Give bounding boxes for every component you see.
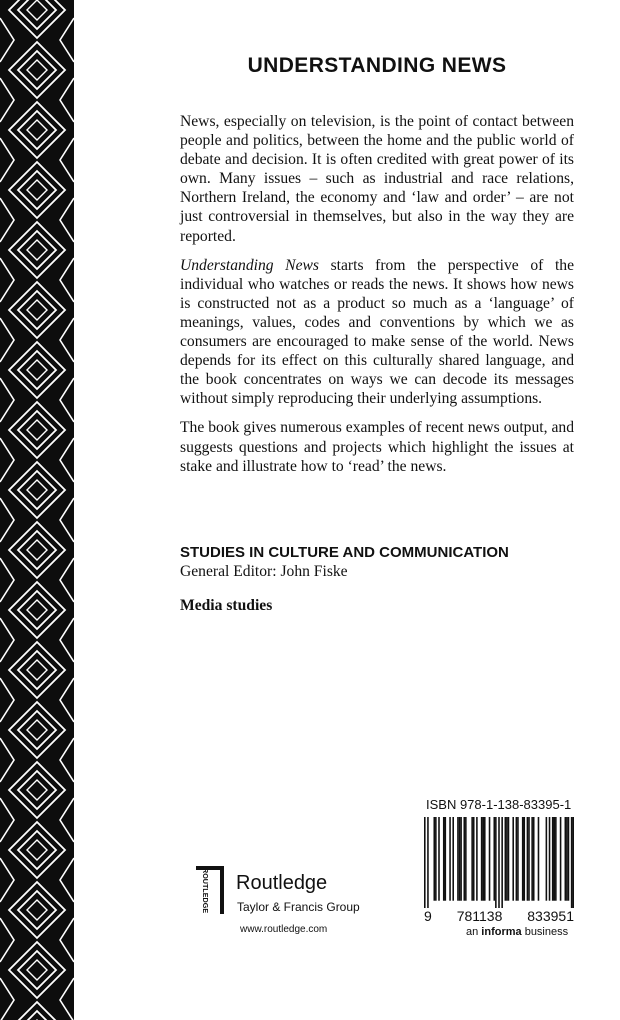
blurb-paragraph-3 [180, 418, 574, 475]
paragraph-lead: Understanding News [180, 256, 319, 274]
barcode-digits [424, 908, 574, 924]
book-title: UNDERSTANDING NEWS [247, 54, 507, 77]
barcode-digit-lead: 9 [424, 908, 432, 924]
blurb-paragraph-1 [180, 112, 574, 246]
blurb-paragraph-2 [180, 256, 574, 409]
blurb-text [180, 112, 574, 486]
barcode-digit-group-right: 833951 [527, 908, 574, 924]
publisher-group: Taylor & Francis Group [237, 900, 360, 914]
publisher-name: Routledge [236, 872, 328, 894]
publisher-url: www.routledge.com [240, 924, 328, 935]
paragraph-body: News, especially on television, is the point of contact between people and politics, between the home and the public world of debate and decision. It is often credited with great power of its own. Many issues – such as industrial and race relations, Northern Ireland, the economy and ‘law and order’ – are not just controversial in themselves, but also in the way they are reported. [180, 113, 574, 245]
paragraph-body: starts from the perspective of the individual who watches or reads the news. It shows how news is constructed not as a product so much as a ‘language’ of meanings, values, codes and conventions by which we as consumers are encouraged to make sense of the world. News depends for its effect on this culturally shared language, and the book concentrates on ways we can decode its messages without simply reproducing their underlying assumptions. [180, 256, 574, 408]
informa-brand: informa [481, 926, 522, 938]
informa-business-tag [466, 926, 568, 938]
subject-category: Media studies [180, 597, 273, 614]
routledge-logo-icon [196, 866, 224, 914]
routledge-logo-text: ROUTLEDGE [201, 868, 210, 914]
barcode [424, 817, 574, 908]
barcode-digit-group-left: 781138 [456, 908, 503, 924]
series-editor: General Editor: John Fiske [180, 563, 348, 580]
isbn-label: ISBN 978-1-138-83395-1 [426, 797, 572, 812]
series-title: STUDIES IN CULTURE AND COMMUNICATION [180, 544, 509, 561]
informa-prefix: an [466, 926, 482, 938]
decorative-side-pattern [0, 0, 74, 1020]
paragraph-body: The book gives numerous examples of recent news output, and suggests questions and projects which highlight the issues at stake and illustrate how to ‘read’ the news. [180, 419, 574, 475]
informa-suffix: business [521, 926, 569, 938]
